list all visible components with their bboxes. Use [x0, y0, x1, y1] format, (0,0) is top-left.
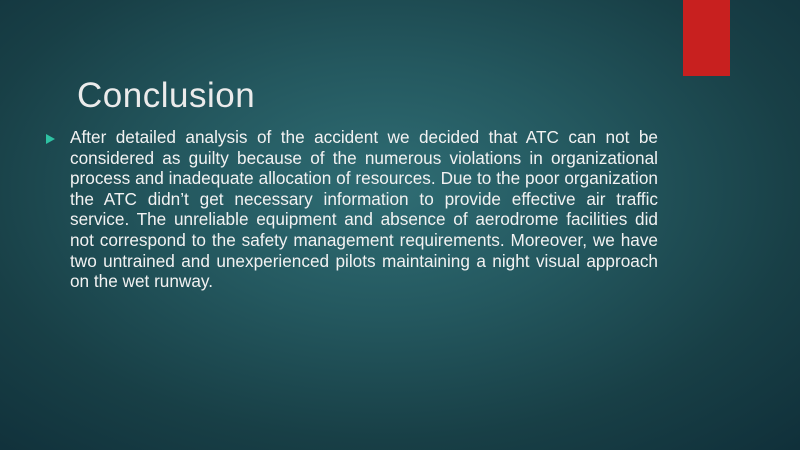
slide-body-text: After detailed analysis of the accident we decided that ATC can not be considered as guilty because of the numerous violations in organizational process and inadequate allocation of resources. Due to the poor organization the ATC didn’t get necessary information to provide effective air traffic service. The unreliable equipment and absence of aerodrome facilities did not correspond to the safety management requirements. Moreover, we have two untrained and unexperienced pilots maintaining a night visual approach on the wet runway. — [70, 127, 658, 292]
triangle-bullet-icon — [46, 134, 55, 144]
slide-title: Conclusion — [77, 76, 256, 115]
accent-bar — [683, 0, 730, 76]
